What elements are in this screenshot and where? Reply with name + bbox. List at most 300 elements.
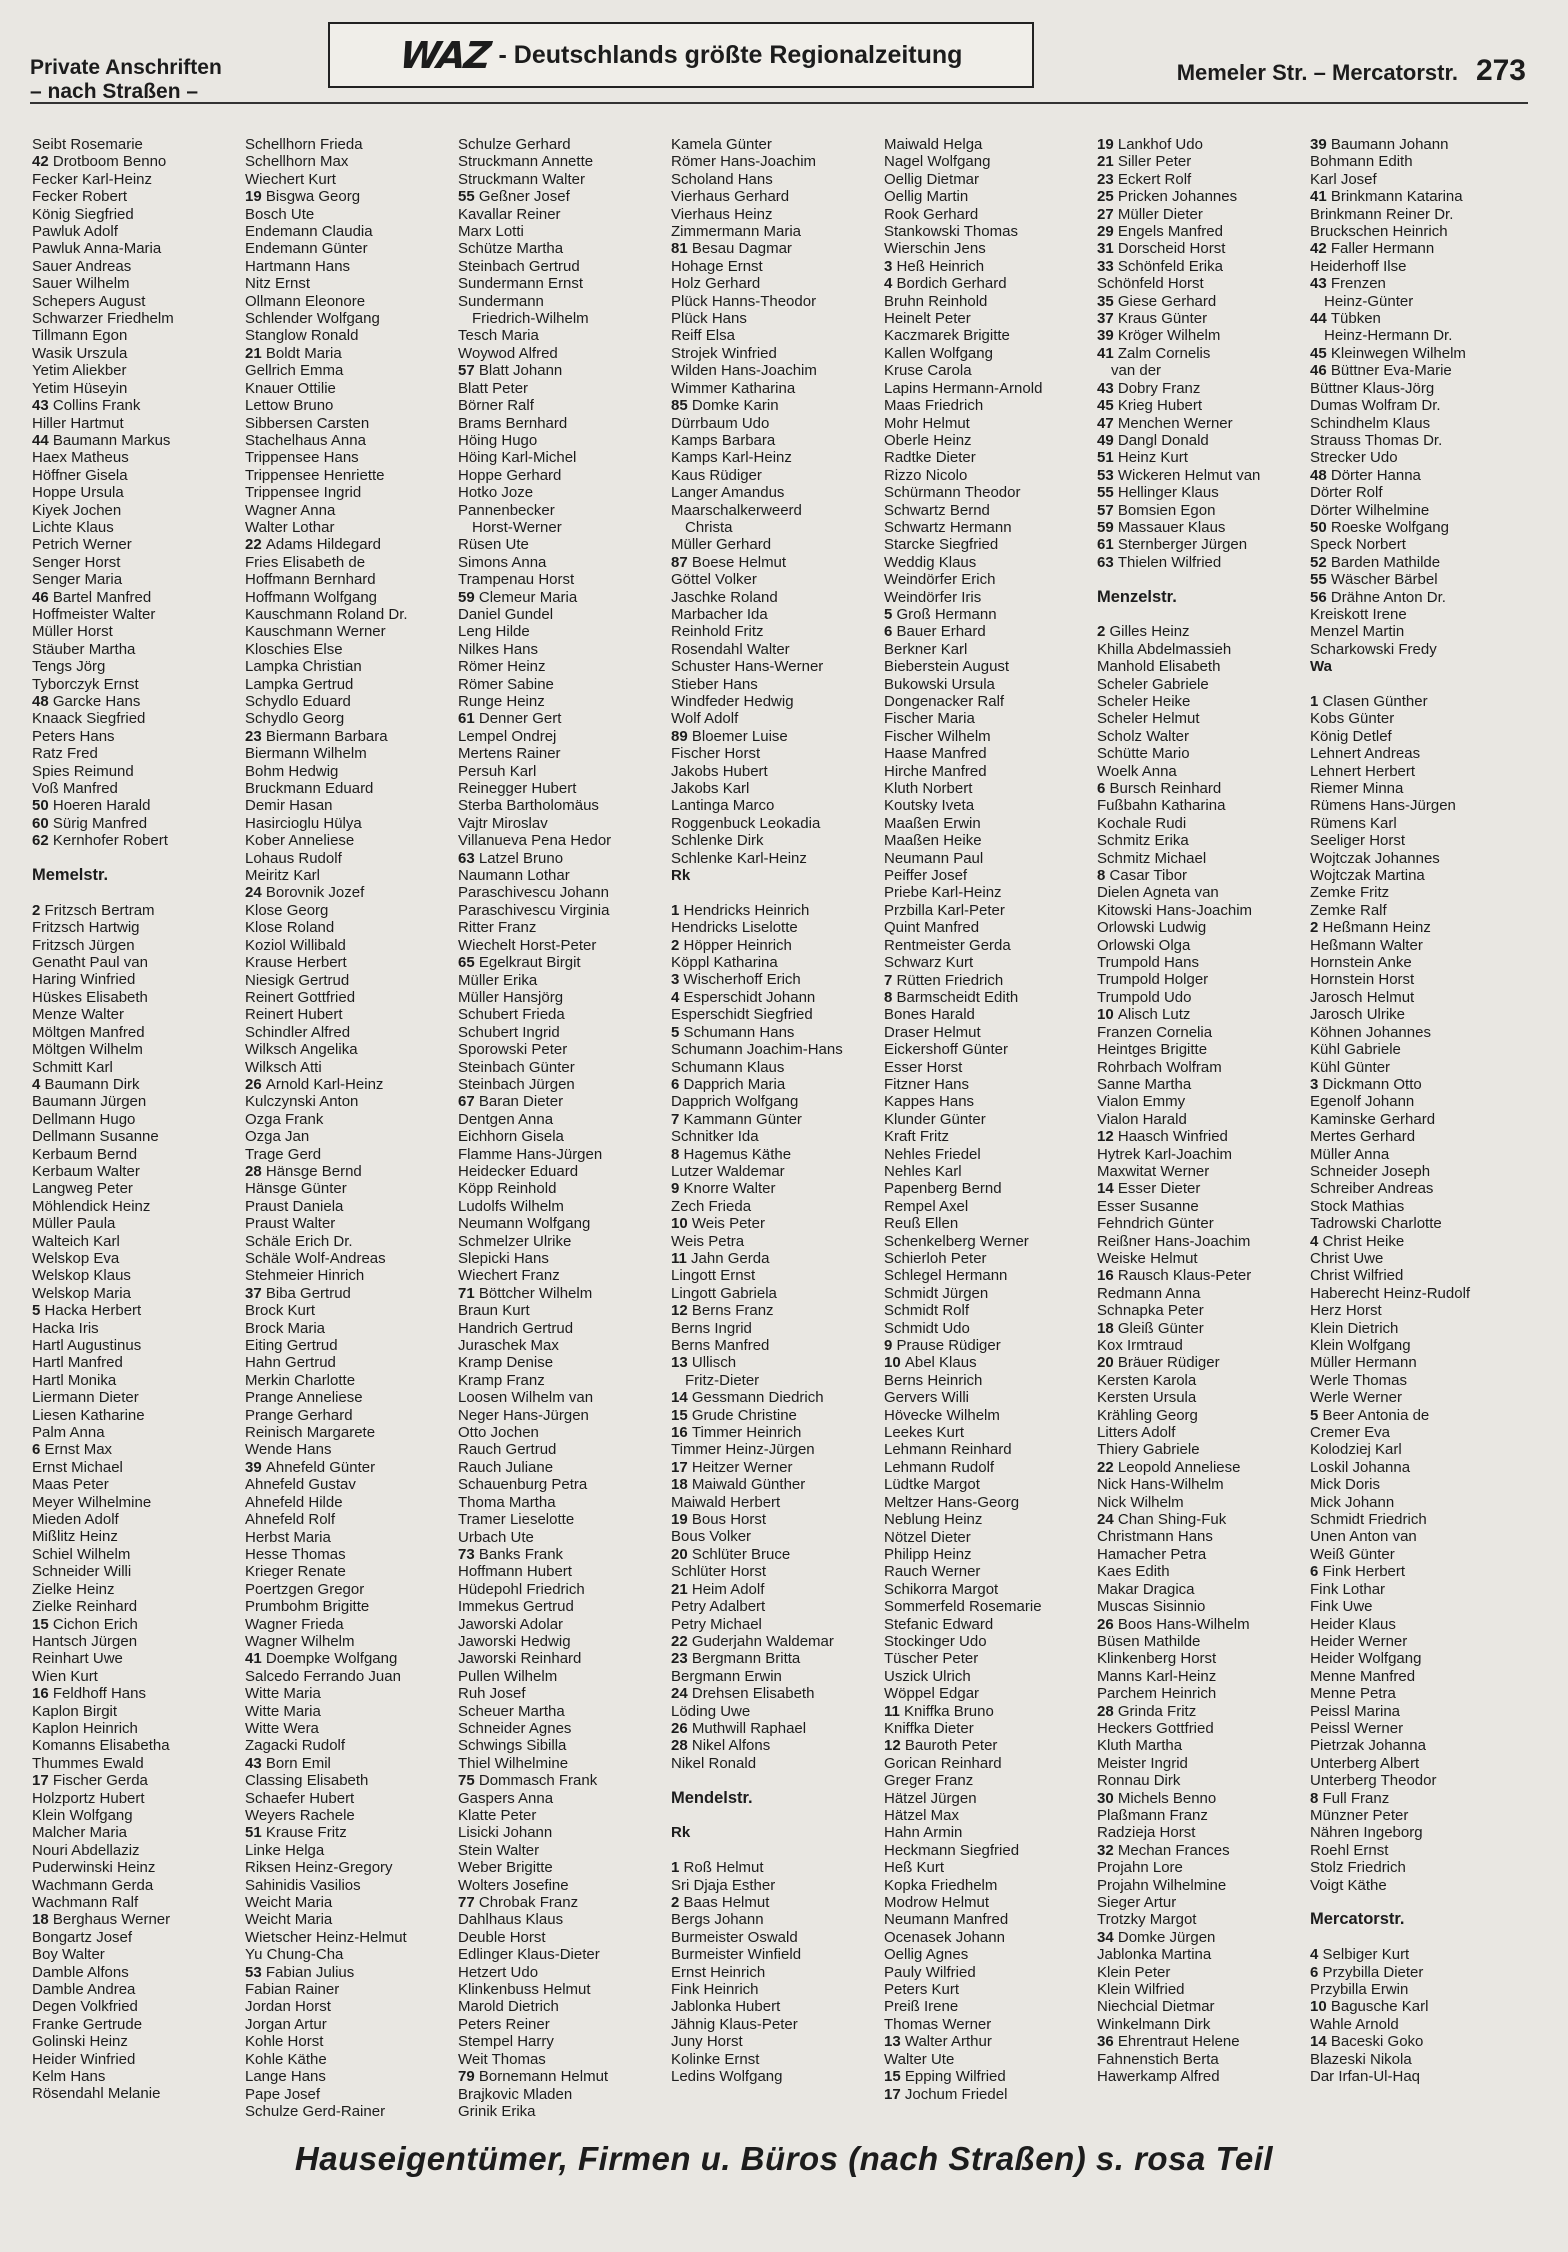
house-number: 39 — [245, 1458, 266, 1476]
resident-entry: Römer Heinz — [458, 658, 546, 676]
house-number: 15 — [32, 1615, 53, 1633]
resident-entry: Riemer Minna — [1310, 780, 1404, 798]
resident-entry: Kallen Wolfgang — [884, 344, 993, 362]
resident-entry: Weindörfer Erich — [884, 571, 996, 589]
resident-entry: Müller Horst — [32, 623, 113, 641]
resident-entry: Kamps Karl-Heinz — [671, 449, 792, 467]
resident-entry: Möltgen Wilhelm — [32, 1041, 143, 1059]
resident-entry: Thoma Martha — [458, 1493, 556, 1511]
resident-entry: Heider Werner — [1310, 1632, 1408, 1650]
house-number: 6 — [1310, 1963, 1323, 1981]
resident-entry: Kluth Norbert — [884, 780, 973, 798]
resident-entry: Schumann Joachim-Hans — [671, 1041, 843, 1059]
resident-entry: Maaßen Heike — [884, 832, 982, 850]
resident-entry: Ozga Jan — [245, 1128, 310, 1146]
house-number: 41 — [1097, 344, 1118, 362]
resident-entry: 1 Clasen Günther — [1310, 692, 1428, 710]
house-number: 7 — [671, 1110, 684, 1128]
resident-entry: Sporowski Peter — [458, 1041, 568, 1059]
resident-entry: Zemke Fritz — [1310, 884, 1390, 902]
resident-entry: Flamme Hans-Jürgen — [458, 1145, 603, 1163]
resident-entry: Schmelzer Ulrike — [458, 1232, 572, 1250]
resident-entry: Timmer Heinz-Jürgen — [671, 1441, 815, 1459]
resident-entry: Klatte Peter — [458, 1807, 537, 1824]
resident-entry: Schneider Willi — [32, 1563, 132, 1581]
resident-entry: 57 Blatt Johann — [458, 362, 563, 380]
resident-entry: Gellrich Emma — [245, 362, 344, 380]
house-number: 53 — [1097, 466, 1118, 484]
house-number: 39 — [1097, 327, 1118, 345]
resident-entry: 37 Kraus Günter — [1097, 310, 1208, 328]
house-number: 9 — [884, 1337, 897, 1355]
resident-entry: Zech Frieda — [671, 1197, 752, 1215]
directory-column — [32, 136, 245, 2128]
house-number: 14 — [1097, 1180, 1118, 1198]
resident-entry: Bohm Hedwig — [245, 762, 339, 780]
resident-entry: Wien Kurt — [32, 1667, 98, 1685]
house-number: 75 — [458, 1772, 479, 1790]
resident-entry: Weyers Rachele — [245, 1807, 355, 1824]
street-heading: Mendelstr. — [671, 1788, 753, 1807]
resident-entry: Jordan Horst — [245, 1998, 331, 2016]
resident-entry: Gorican Reinhard — [884, 1754, 1002, 1772]
house-number: 28 — [245, 1162, 266, 1180]
resident-entry: Wachmann Gerda — [32, 1876, 154, 1894]
resident-entry: 28 Hänsge Bernd — [245, 1162, 362, 1180]
resident-entry: Pauly Wilfried — [884, 1963, 976, 1981]
resident-entry: Schepers August — [32, 292, 146, 310]
resident-entry: Haase Manfred — [884, 745, 987, 763]
resident-entry: 9 Knorre Walter — [671, 1180, 776, 1198]
resident-entry: 19 Bous Horst — [671, 1511, 767, 1529]
district-heading: Wa — [1310, 658, 1332, 676]
resident-entry: Struckmann Walter — [458, 170, 585, 188]
resident-entry: Krähling Georg — [1097, 1406, 1198, 1424]
resident-entry: Maiwald Herbert — [671, 1493, 781, 1511]
house-number: 1 — [1310, 692, 1323, 710]
house-number: 61 — [1097, 536, 1118, 554]
resident-entry: Kelm Hans — [32, 2068, 106, 2086]
resident-entry: 6 Bauer Erhard — [884, 623, 986, 641]
resident-entry: Hornstein Anke — [1310, 954, 1412, 972]
resident-entry: Hornstein Horst — [1310, 971, 1415, 989]
house-number: 16 — [1097, 1267, 1118, 1285]
resident-entry: Fehndrich Günter — [1097, 1215, 1214, 1233]
resident-entry: Jakobs Hubert — [671, 762, 768, 780]
resident-entry: Sanne Martha — [1097, 1075, 1192, 1093]
resident-entry: Salcedo Ferrando Juan — [245, 1667, 401, 1685]
house-number: 61 — [458, 710, 479, 728]
entry-continuation: van der — [1111, 362, 1162, 380]
house-number: 6 — [1097, 780, 1110, 797]
resident-entry: 3 Wischerhoff Erich — [671, 971, 801, 989]
resident-entry: Schiel Wilhelm — [32, 1545, 131, 1563]
resident-entry: Pannenbecker — [458, 501, 555, 519]
resident-entry: Radtke Dieter — [884, 449, 976, 467]
resident-entry: Reinert Hubert — [245, 1006, 343, 1024]
resident-entry: Boy Walter — [32, 1946, 105, 1964]
resident-entry: Langer Amandus — [671, 484, 785, 502]
street-heading: Mercatorstr. — [1310, 1910, 1405, 1929]
resident-entry: Speck Norbert — [1310, 536, 1406, 554]
house-number: 20 — [1097, 1354, 1118, 1372]
resident-entry: Römer Hans-Joachim — [671, 153, 817, 171]
resident-entry: Tüscher Peter — [884, 1650, 979, 1668]
resident-entry: 85 Domke Karin — [671, 397, 779, 415]
resident-entry: Jaworski Adolar — [458, 1615, 564, 1633]
resident-entry: Heß Kurt — [884, 1859, 945, 1877]
resident-entry: Bergmann Erwin — [671, 1667, 782, 1685]
resident-entry: 53 Fabian Julius — [245, 1963, 355, 1981]
resident-entry: Priebe Karl-Heinz — [884, 884, 1002, 902]
resident-entry: Dellmann Susanne — [32, 1128, 159, 1146]
house-number: 24 — [1097, 1511, 1118, 1529]
resident-entry: Hasircioglu Hülya — [245, 814, 362, 832]
resident-entry: Niesigk Gertrud — [245, 971, 350, 989]
resident-entry: Scholand Hans — [671, 170, 773, 188]
resident-entry: Dörter Rolf — [1310, 484, 1383, 502]
house-number: 19 — [671, 1511, 692, 1529]
resident-entry: Woywod Alfred — [458, 344, 558, 362]
resident-entry: Deuble Horst — [458, 1928, 546, 1946]
house-number: 8 — [884, 988, 897, 1006]
resident-entry: Bosch Ute — [245, 205, 315, 223]
resident-entry: Modrow Helmut — [884, 1894, 990, 1912]
resident-entry: Kaplon Heinrich — [32, 1719, 138, 1737]
house-number: 15 — [884, 2068, 905, 2086]
resident-entry: Scharkowski Fredy — [1310, 640, 1437, 658]
heading-line-1: Private Anschriften — [30, 56, 222, 79]
resident-entry: Thomas Werner — [884, 2015, 992, 2033]
resident-entry: Jakobs Karl — [671, 780, 750, 798]
resident-entry: Prange Anneliese — [245, 1389, 363, 1407]
resident-entry: Schierloh Peter — [884, 1250, 987, 1267]
resident-entry: Steinbach Gertrud — [458, 257, 580, 275]
house-number: 21 — [245, 344, 266, 362]
resident-entry: Reinhold Fritz — [671, 623, 764, 641]
resident-entry: Rempel Axel — [884, 1197, 969, 1215]
resident-entry: Gervers Willi — [884, 1389, 969, 1407]
resident-entry: 21 Heim Adolf — [671, 1580, 765, 1598]
resident-entry: Blazeski Nikola — [1310, 2050, 1412, 2068]
resident-entry: Kreiskott Irene — [1310, 605, 1407, 623]
resident-entry: 35 Giese Gerhard — [1097, 292, 1217, 310]
resident-entry: Merkin Charlotte — [245, 1371, 356, 1389]
resident-entry: 41 Brinkmann Katarina — [1310, 188, 1463, 206]
house-number: 5 — [671, 1023, 684, 1041]
resident-entry: Brock Maria — [245, 1319, 326, 1337]
resident-entry: Schwarzer Friedhelm — [32, 310, 174, 328]
resident-entry: Hohage Ernst — [671, 257, 763, 275]
resident-entry: Reißner Hans-Joachim — [1097, 1232, 1251, 1250]
resident-entry: Rauch Gertrud — [458, 1441, 557, 1459]
resident-entry: 63 Thielen Wilfried — [1097, 553, 1222, 571]
house-number: 5 — [884, 605, 897, 623]
resident-entry: Sommerfeld Rosemarie — [884, 1598, 1042, 1616]
house-number: 5 — [1310, 1406, 1323, 1424]
resident-entry: Heckmann Siegfried — [884, 1841, 1020, 1859]
resident-entry: Langweg Peter — [32, 1180, 133, 1198]
house-number: 22 — [245, 536, 266, 554]
resident-entry: Knauer Ottilie — [245, 379, 336, 397]
resident-entry: Voigt Käthe — [1310, 1876, 1387, 1894]
resident-entry: Manhold Elisabeth — [1097, 658, 1221, 676]
resident-entry: Schmidt Udo — [884, 1319, 970, 1337]
resident-entry: Witte Wera — [245, 1719, 319, 1737]
resident-entry: 71 Böttcher Wilhelm — [458, 1284, 593, 1302]
resident-entry: 24 Borovnik Jozef — [245, 884, 365, 902]
resident-entry: Nick Hans-Wilhelm — [1097, 1476, 1224, 1494]
resident-entry: Hendricks Liselotte — [671, 919, 798, 937]
resident-entry: Petry Michael — [671, 1615, 762, 1633]
resident-entry: Hacka Iris — [32, 1319, 99, 1337]
resident-entry: Hirche Manfred — [884, 762, 987, 780]
house-number: 77 — [458, 1894, 479, 1912]
resident-entry: Meister Ingrid — [1097, 1754, 1188, 1772]
resident-entry: Schnapka Peter — [1097, 1302, 1204, 1320]
resident-entry: Reuß Ellen — [884, 1215, 959, 1233]
house-number: 60 — [32, 814, 53, 832]
house-number: 27 — [1097, 205, 1118, 223]
resident-entry: Walter Lothar — [245, 518, 335, 536]
resident-entry: Hüskes Elisabeth — [32, 988, 148, 1006]
resident-entry: Welskop Maria — [32, 1284, 131, 1302]
resident-entry: Walter Ute — [884, 2050, 955, 2068]
resident-entry: 2 Höpper Heinrich — [671, 936, 792, 954]
resident-entry: Papenberg Bernd — [884, 1180, 1002, 1198]
house-number: 24 — [245, 884, 266, 902]
resident-entry: 14 Esser Dieter — [1097, 1180, 1201, 1198]
resident-entry: Wagner Frieda — [245, 1615, 344, 1633]
resident-entry: Fahnenstich Berta — [1097, 2050, 1219, 2068]
resident-entry: Rümens Karl — [1310, 814, 1397, 832]
house-number: 33 — [1097, 257, 1118, 275]
resident-entry: 2 Heßmann Heinz — [1310, 919, 1431, 937]
resident-entry: 5 Hacka Herbert — [32, 1302, 142, 1320]
resident-entry: Büsen Mathilde — [1097, 1632, 1201, 1650]
resident-entry: Klinkenberg Horst — [1097, 1650, 1217, 1668]
street-heading: Memelstr. — [32, 866, 109, 885]
resident-entry: Bohmann Edith — [1310, 153, 1413, 171]
house-number: 63 — [458, 849, 479, 867]
resident-entry: Egenolf Johann — [1310, 1093, 1415, 1111]
resident-entry: Fußbahn Katharina — [1097, 797, 1226, 815]
resident-entry: Weddig Klaus — [884, 553, 977, 571]
resident-entry: Edlinger Klaus-Dieter — [458, 1946, 600, 1964]
resident-entry: Muscas Sisinnio — [1097, 1598, 1206, 1616]
house-number: 55 — [1310, 571, 1331, 589]
resident-entry: Sieger Artur — [1097, 1894, 1177, 1911]
resident-entry: Makar Dragica — [1097, 1580, 1195, 1598]
resident-entry: 23 Bergmann Britta — [671, 1650, 801, 1668]
house-number: 2 — [1310, 919, 1323, 937]
resident-entry: Lingott Ernst — [671, 1267, 756, 1285]
house-number: 42 — [32, 153, 53, 171]
resident-entry: Dürrbaum Udo — [671, 414, 770, 432]
resident-entry: Ludolfs Wilhelm — [458, 1197, 564, 1215]
house-number: 3 — [1310, 1075, 1323, 1093]
masthead-tagline: - Deutschlands größte Regionalzeitung — [498, 40, 963, 69]
resident-entry: Orlowski Olga — [1097, 936, 1191, 954]
resident-entry: Hoffmeister Walter — [32, 605, 156, 623]
house-number: 50 — [1310, 518, 1331, 536]
resident-entry: Cremer Eva — [1310, 1424, 1391, 1442]
resident-entry: Ernst Heinrich — [671, 1963, 766, 1981]
house-number: 5 — [32, 1302, 45, 1320]
house-number: 50 — [32, 797, 53, 815]
resident-entry: Loskil Johanna — [1310, 1458, 1411, 1476]
resident-entry: Maas Peter — [32, 1476, 109, 1494]
resident-entry: Franzen Cornelia — [1097, 1023, 1213, 1041]
resident-entry: Immekus Gertrud — [458, 1598, 574, 1616]
resident-entry: 18 Berghaus Werner — [32, 1911, 171, 1929]
resident-entry: Fries Elisabeth de — [245, 553, 366, 571]
resident-entry: Greger Franz — [884, 1772, 974, 1790]
resident-entry: Kamela Günter — [671, 136, 772, 153]
resident-entry: Vierhaus Heinz — [671, 205, 773, 223]
resident-entry: Kaminske Gerhard — [1310, 1110, 1436, 1128]
resident-entry: Börner Ralf — [458, 397, 534, 415]
resident-entry: Pawluk Adolf — [32, 223, 118, 241]
resident-entry: Hartmann Hans — [245, 257, 351, 275]
resident-entry: Peissl Werner — [1310, 1719, 1404, 1737]
house-number: 49 — [1097, 431, 1118, 449]
resident-entry: Kersten Karola — [1097, 1371, 1197, 1389]
resident-entry: Jähnig Klaus-Peter — [671, 2015, 798, 2033]
resident-entry: Stockinger Udo — [884, 1632, 987, 1650]
resident-entry: Hänsge Günter — [245, 1180, 347, 1198]
resident-entry: Lampka Christian — [245, 658, 362, 676]
house-number: 15 — [671, 1406, 692, 1424]
resident-entry: Klein Wolfgang — [1310, 1337, 1411, 1355]
house-number: 46 — [1310, 362, 1331, 380]
resident-entry: 43 Frenzen — [1310, 275, 1386, 293]
resident-entry: Tesch Maria — [458, 327, 539, 345]
resident-entry: Schlüter Horst — [671, 1563, 767, 1581]
house-number: 19 — [1097, 136, 1118, 153]
resident-entry: Klein Wilfried — [1097, 1981, 1185, 1999]
resident-entry: Lingott Gabriela — [671, 1284, 777, 1302]
resident-entry: Handrich Gertrud — [458, 1319, 574, 1337]
entry-continuation: Fritz-Dieter — [685, 1371, 760, 1389]
resident-entry: Kohle Horst — [245, 2033, 324, 2051]
resident-entry: Przbilla Karl-Peter — [884, 901, 1005, 919]
resident-entry: Schürmann Theodor — [884, 484, 1021, 502]
directory-column — [458, 136, 671, 2128]
house-number: 23 — [671, 1650, 692, 1668]
resident-entry: Slepicki Hans — [458, 1250, 549, 1267]
resident-entry: 32 Mechan Frances — [1097, 1841, 1230, 1859]
resident-entry: Trippensee Ingrid — [245, 484, 362, 502]
resident-entry: Brams Bernhard — [458, 414, 568, 432]
resident-entry: 17 Fischer Gerda — [32, 1772, 148, 1790]
resident-entry: Schäle Erich Dr. — [245, 1232, 353, 1250]
resident-entry: Heckers Gottfried — [1097, 1719, 1214, 1737]
resident-entry: Neumann Manfred — [884, 1911, 1009, 1929]
resident-entry: Hoffmann Bernhard — [245, 571, 376, 589]
resident-entry: Rauch Juliane — [458, 1458, 554, 1476]
house-number: 9 — [671, 1180, 684, 1198]
house-number: 11 — [884, 1702, 905, 1720]
resident-entry: Strojek Winfried — [671, 344, 777, 362]
resident-entry: 39 Baumann Johann — [1310, 136, 1449, 153]
resident-entry: Parchem Heinrich — [1097, 1685, 1217, 1703]
resident-entry: Juraschek Max — [458, 1337, 559, 1355]
resident-entry: Trumpold Holger — [1097, 971, 1209, 989]
resident-entry: Lempel Ondrej — [458, 727, 557, 745]
resident-entry: 36 Ehrentraut Helene — [1097, 2033, 1240, 2051]
resident-entry: Weicht Maria — [245, 1911, 333, 1929]
resident-entry: Fischer Maria — [884, 710, 975, 728]
resident-entry: Pape Josef — [245, 2085, 321, 2103]
resident-entry: Zagacki Rudolf — [245, 1737, 346, 1755]
resident-entry: Maarschalkerweerd — [671, 501, 802, 519]
resident-entry: Tramer Lieselotte — [458, 1511, 575, 1529]
district-heading: Rk — [671, 867, 691, 885]
resident-entry: 52 Barden Mathilde — [1310, 553, 1441, 571]
house-number: 4 — [32, 1075, 45, 1093]
resident-entry: Paraschivescu Virginia — [458, 901, 610, 919]
masthead-box — [328, 22, 1034, 88]
house-number: 89 — [671, 727, 692, 745]
resident-entry: Rook Gerhard — [884, 205, 979, 223]
resident-entry: 34 Domke Jürgen — [1097, 1928, 1216, 1946]
house-number: 30 — [1097, 1789, 1118, 1807]
resident-entry: 4 Baumann Dirk — [32, 1075, 140, 1093]
resident-entry: 28 Grinda Fritz — [1097, 1702, 1197, 1720]
resident-entry: Weiske Helmut — [1097, 1249, 1198, 1267]
resident-entry: Schwings Sibilla — [458, 1737, 567, 1755]
resident-entry: Reinhart Uwe — [32, 1650, 123, 1668]
resident-entry: Braun Kurt — [458, 1302, 530, 1320]
resident-entry: Sterba Bartholomäus — [458, 797, 599, 815]
resident-entry: Ocenasek Johann — [884, 1928, 1005, 1946]
resident-entry: 12 Haasch Winfried — [1097, 1128, 1228, 1146]
resident-entry: Peissl Marina — [1310, 1702, 1401, 1720]
resident-entry: 26 Arnold Karl-Heinz — [245, 1075, 384, 1093]
resident-entry: Peters Hans — [32, 727, 115, 745]
resident-entry: Kappes Hans — [884, 1093, 975, 1111]
resident-entry: Christ Uwe — [1310, 1249, 1384, 1267]
resident-entry: Stock Mathias — [1310, 1197, 1405, 1215]
resident-entry: Dentgen Anna — [458, 1110, 554, 1128]
resident-entry: 45 Krieg Hubert — [1097, 397, 1203, 415]
resident-entry: Büttner Klaus-Jörg — [1310, 379, 1435, 397]
house-number: 28 — [671, 1737, 692, 1755]
resident-entry: Jarosch Ulrike — [1310, 1006, 1406, 1024]
resident-entry: Zielke Heinz — [32, 1580, 115, 1598]
resident-entry: 11 Jahn Gerda — [671, 1249, 770, 1267]
resident-entry: Genatht Paul van — [32, 954, 148, 972]
resident-entry: Heidecker Eduard — [458, 1162, 579, 1180]
house-number: 8 — [1310, 1789, 1323, 1807]
resident-entry: Schulze Gerd-Rainer — [245, 2102, 386, 2120]
resident-entry: Heintges Brigitte — [1097, 1041, 1208, 1059]
resident-entry: Kolinke Ernst — [671, 2050, 760, 2068]
resident-entry: Reiff Elsa — [671, 327, 735, 345]
resident-entry: Daniel Gundel — [458, 605, 554, 623]
house-number: 23 — [1097, 170, 1118, 188]
resident-entry: Schenkelberg Werner — [884, 1232, 1029, 1250]
resident-entry: 15 Grude Christine — [671, 1406, 797, 1424]
resident-entry: 39 Kröger Wilhelm — [1097, 327, 1221, 345]
resident-entry: Wende Hans — [245, 1441, 332, 1459]
house-number: 1 — [671, 1859, 684, 1877]
resident-entry: Unen Anton van — [1310, 1528, 1417, 1546]
resident-entry: 48 Dörter Hanna — [1310, 466, 1421, 484]
house-number: 21 — [1097, 153, 1118, 171]
resident-entry: Fritzsch Hartwig — [32, 919, 140, 937]
